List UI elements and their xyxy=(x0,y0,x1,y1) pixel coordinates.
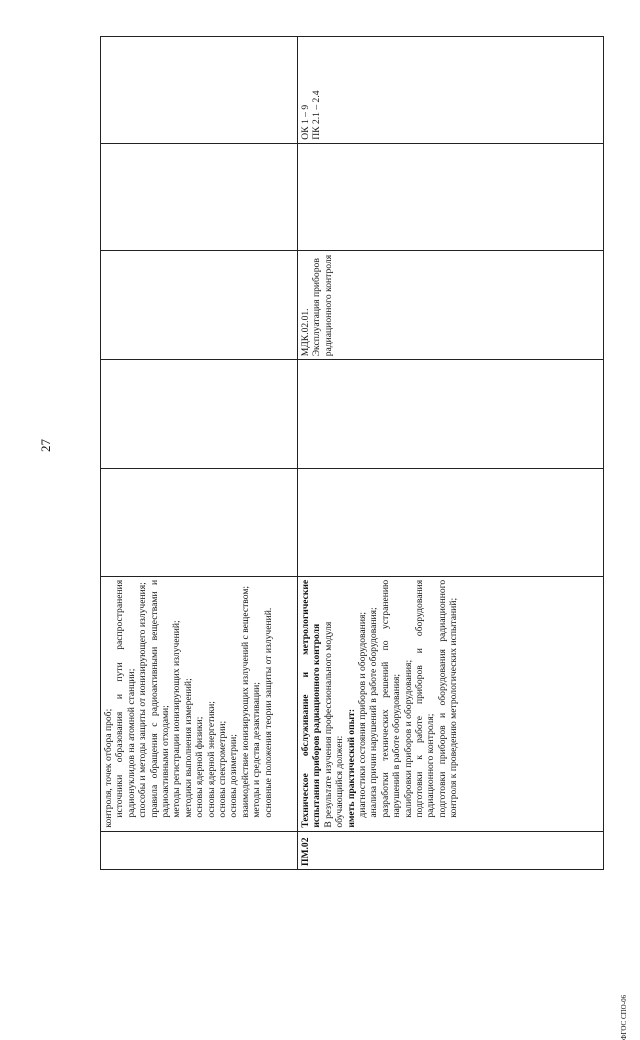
competency-line: ОК 1 – 9 xyxy=(300,104,311,140)
requirement-line: основы спектрометрии; xyxy=(217,720,229,818)
standard-footer: ФГОС СПО-06 xyxy=(620,994,628,1040)
requirement-line: взаимодействие ионизирующих излучений с веществом; xyxy=(239,585,251,818)
requirement-line: диагностики состояния приборов и оборудования; xyxy=(357,611,369,818)
empty-cell xyxy=(298,360,604,469)
requirement-line: способы и методы защиты от ионизирующего излучения; xyxy=(137,582,149,818)
empty-cell xyxy=(101,469,298,577)
requirement-line: подготовки приборов и оборудования радиационного контроля к проведению метрологических испытаний; xyxy=(436,579,460,818)
competency-line: ПК 2.1 – 2.4 xyxy=(311,90,323,140)
requirements-cell xyxy=(298,576,604,831)
intro-line: обучающийся должен: xyxy=(334,735,346,828)
page-number: 27 xyxy=(38,439,53,452)
requirement-line: разработки технических решений по устранению нарушений в работе оборудования; xyxy=(379,579,403,818)
module-title: Техническое обслуживание и метрологические испытания приборов радиационного контроля xyxy=(300,579,323,828)
requirement-line: методы и средства дезактивации; xyxy=(251,682,263,818)
intro-line: В результате изучения профессионального модуля xyxy=(322,621,334,828)
empty-cell xyxy=(101,37,298,144)
table-row xyxy=(101,37,298,870)
requirement-line: методики выполнения измерений; xyxy=(182,678,194,818)
curriculum-table xyxy=(100,36,604,870)
requirements-cell xyxy=(101,576,298,831)
practical-heading: иметь практический опыт: xyxy=(345,708,357,828)
competencies-cell xyxy=(298,37,604,144)
requirement-line: основы ядерной энергетики; xyxy=(205,701,217,818)
empty-cell xyxy=(298,469,604,577)
requirement-line: основы ядерной физики; xyxy=(194,716,206,818)
requirement-line: калибровки приборов и оборудования; xyxy=(402,659,414,818)
mdk-cell: МДК.02.01. Эксплуатация приборов радиационного контроля xyxy=(298,251,604,360)
requirement-line: правила обращения с радиоактивными веществами и радиоактивными отходами; xyxy=(148,579,172,818)
requirement-line: источники образования и пути распространения радионуклидов на атомной станции; xyxy=(114,579,137,818)
table-row xyxy=(298,37,604,870)
requirement-line: основы дозиметрии; xyxy=(228,734,240,818)
empty-cell xyxy=(101,143,298,251)
requirement-line: подготовки к работе приборов и оборудования радиационного контроля; xyxy=(414,579,437,818)
empty-cell xyxy=(298,143,604,251)
module-code-cell xyxy=(101,831,298,869)
requirement-line: методы регистрации ионизирующих излучений; xyxy=(171,620,183,818)
landscape-sheet xyxy=(100,36,604,870)
module-code-cell: ПМ.02 xyxy=(298,831,604,869)
empty-cell xyxy=(101,360,298,469)
empty-cell xyxy=(101,251,298,360)
requirement-line: основные положения теории защиты от излучений. xyxy=(262,607,274,818)
requirement-line: контроля, точек отбора проб; xyxy=(103,708,114,828)
requirement-line: анализа причин нарушений в работе оборудования; xyxy=(368,607,380,818)
